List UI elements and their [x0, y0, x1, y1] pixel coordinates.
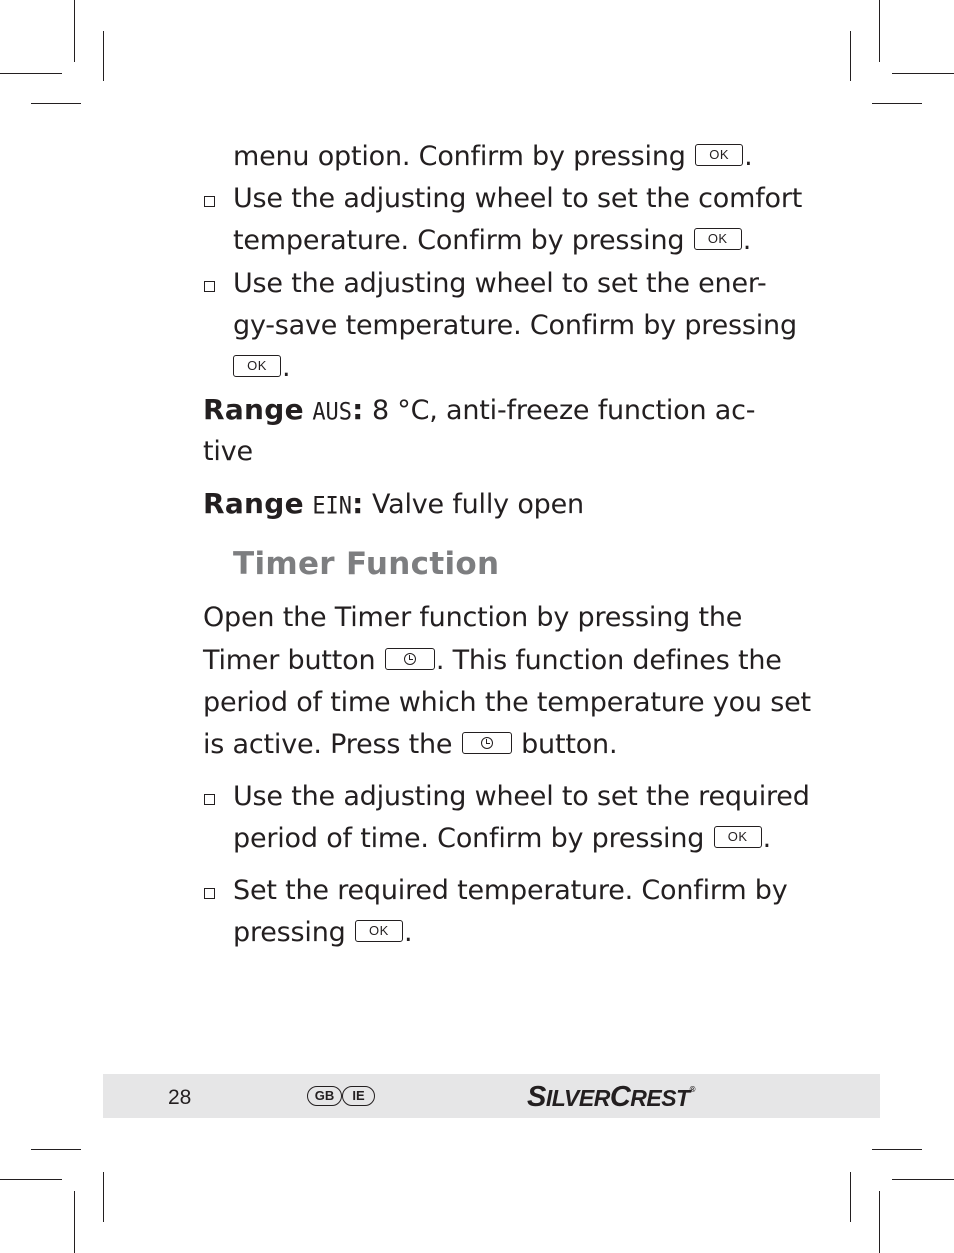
crop-mark: [879, 0, 880, 62]
ok-button-icon: OK: [694, 228, 742, 250]
ok-button-icon: OK: [233, 355, 281, 377]
text-line: pressing OK .: [233, 917, 413, 948]
paragraph-text: Timer button: [203, 645, 376, 676]
range-aus-text: 8 °C, anti-freeze function ac-: [363, 395, 756, 426]
crop-mark: [31, 1149, 81, 1150]
text-line: temperature. Confirm by pressing OK .: [233, 225, 752, 256]
checkbox-bullet-icon: [204, 888, 215, 899]
text-line: [233, 780, 810, 814]
text-line: [233, 182, 802, 216]
range-ein-line: Range EIN: Valve fully open: [203, 487, 584, 524]
range-aus-text-cont: tive: [203, 436, 253, 467]
instruction-text: gy-save temperature. Confirm by pressing: [233, 310, 797, 341]
range-aus-line: Range AUS: 8 °C, anti-freeze function ac-: [203, 393, 755, 430]
instruction-text: Set the required temperature. Confirm by: [233, 875, 788, 906]
footer-bar: [103, 1074, 880, 1118]
crop-mark: [872, 103, 922, 104]
range-ein-text: Valve fully open: [363, 489, 584, 520]
timer-button-icon: [462, 732, 512, 754]
instruction-text: period of time. Confirm by pressing: [233, 823, 705, 854]
crop-mark: [74, 1191, 75, 1253]
country-flag-ie: IE: [342, 1086, 375, 1106]
section-heading: Timer Function: [233, 546, 500, 582]
ok-button-icon: OK: [355, 920, 403, 942]
text-line: period of time. Confirm by pressing OK .: [233, 823, 771, 854]
paragraph-text: is active. Press the: [203, 729, 453, 760]
text-line: [203, 601, 742, 635]
clock-icon: [404, 653, 416, 665]
checkbox-bullet-icon: [204, 794, 215, 805]
text-line: [233, 309, 797, 343]
lcd-aus-code: AUS: [312, 398, 353, 427]
crop-mark: [0, 73, 62, 74]
crop-mark: [103, 31, 104, 81]
ok-button-icon: OK: [714, 826, 762, 848]
instruction-text: pressing: [233, 917, 346, 948]
instruction-text: Use the adjusting wheel to set the ener-: [233, 268, 767, 299]
crop-mark: [892, 73, 954, 74]
text-line: [233, 267, 767, 301]
crop-mark: [850, 31, 851, 81]
paragraph-text: button.: [512, 729, 618, 760]
text-line: [203, 728, 617, 762]
ok-button-icon: OK: [695, 144, 743, 166]
text-line: [203, 686, 811, 720]
crop-mark: [0, 1179, 62, 1180]
range-label: Range: [203, 487, 304, 520]
crop-mark: [879, 1191, 880, 1253]
text-line: OK .: [233, 351, 290, 385]
text-line: [233, 874, 788, 908]
checkbox-bullet-icon: [204, 281, 215, 292]
instruction-text: Use the adjusting wheel to set the required: [233, 781, 810, 812]
text-line: [203, 644, 782, 678]
paragraph-text: period of time which the temperature you set: [203, 687, 811, 718]
paragraph-text: Open the Timer function by pressing the: [203, 602, 743, 633]
crop-mark: [103, 1172, 104, 1222]
crop-mark: [74, 0, 75, 62]
instruction-text: menu option. Confirm by pressing: [233, 141, 686, 172]
crop-mark: [892, 1179, 954, 1180]
timer-button-icon: [385, 648, 435, 670]
crop-mark: [31, 103, 81, 104]
crop-mark: [850, 1172, 851, 1222]
lcd-ein-code: EIN: [312, 492, 353, 521]
text-line: [203, 435, 253, 469]
range-label: Range: [203, 393, 304, 426]
clock-icon: [481, 737, 493, 749]
instruction-text: Use the adjusting wheel to set the comfort: [233, 183, 803, 214]
page-number: 28: [168, 1086, 192, 1109]
text-line: menu option. Confirm by pressing OK .: [233, 141, 753, 172]
checkbox-bullet-icon: [204, 196, 215, 207]
paragraph-text: . This function defines the: [435, 645, 782, 676]
brand-logo: SILVERCREST®: [527, 1081, 696, 1113]
country-flag-gb: GB: [307, 1086, 342, 1106]
instruction-text: temperature. Confirm by pressing: [233, 225, 685, 256]
crop-mark: [872, 1149, 922, 1150]
